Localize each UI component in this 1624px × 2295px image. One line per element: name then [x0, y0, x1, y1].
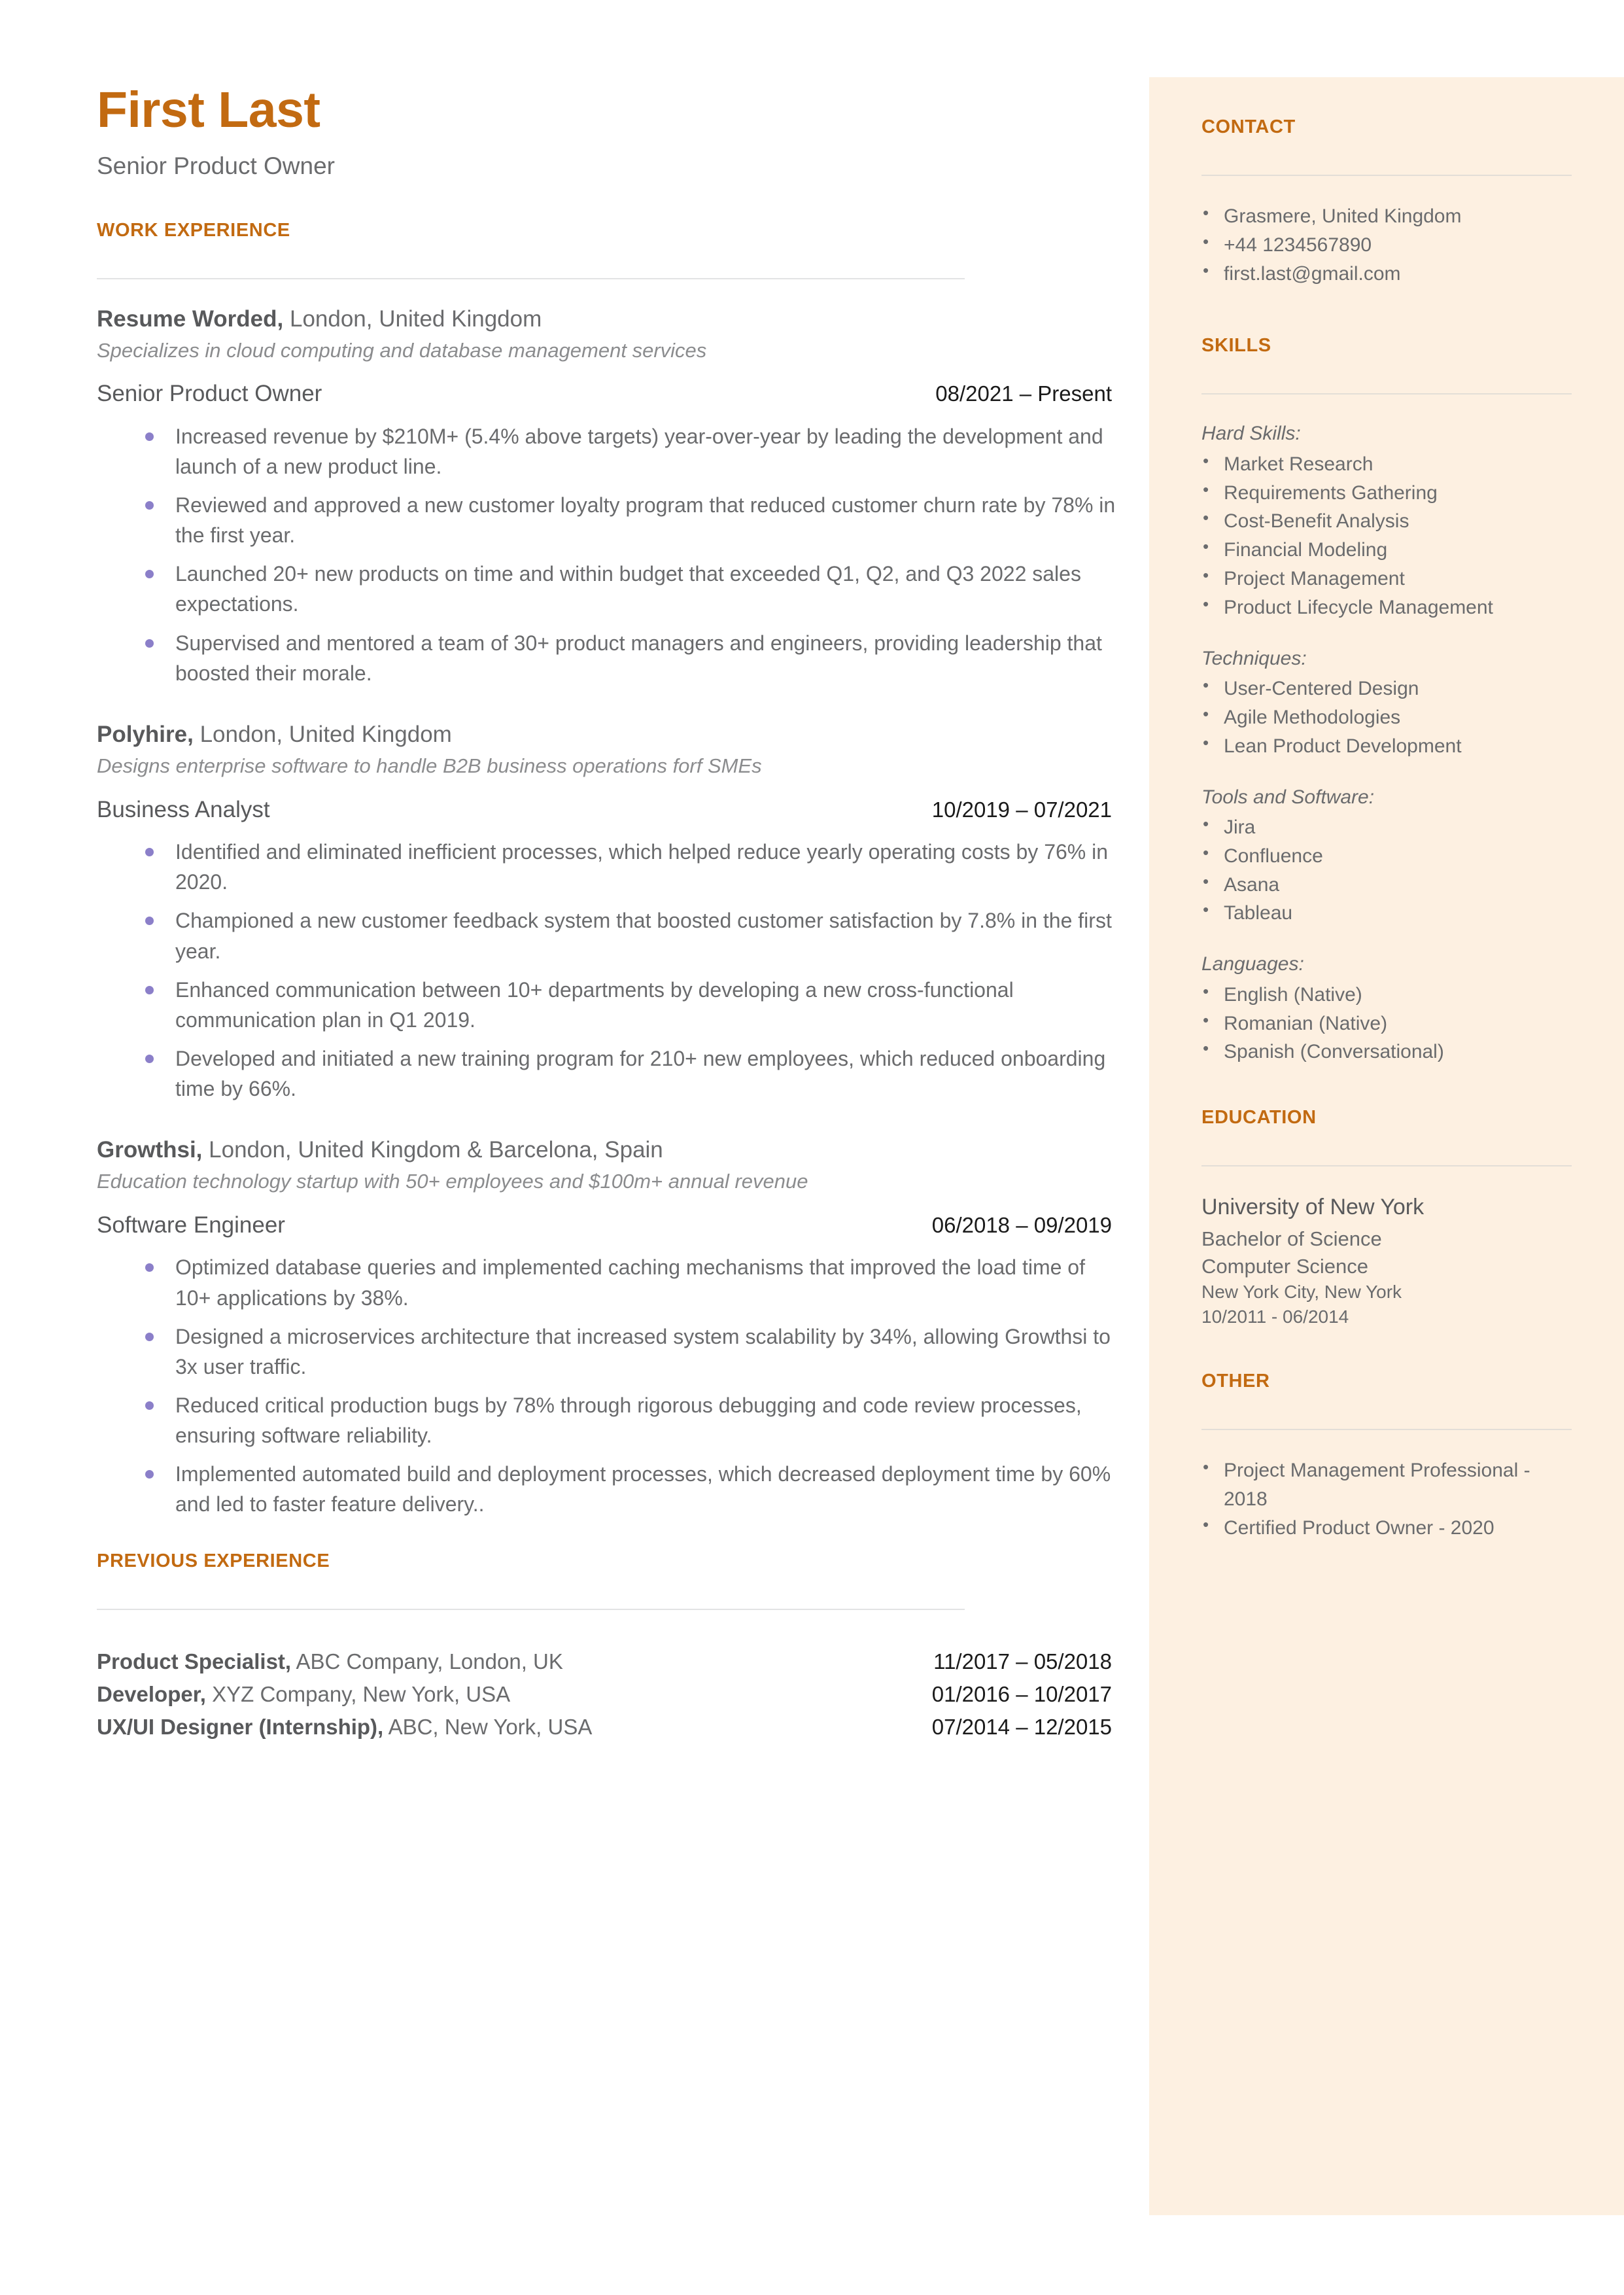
- contact-email[interactable]: • first.last@gmail.com: [1201, 260, 1572, 289]
- role-dates: 10/2019 – 07/2021: [931, 797, 1112, 822]
- job-bullet: Reduced critical production bugs by 78% through rigorous debugging and code review processes, ensuring software reliability.: [97, 1390, 1117, 1450]
- language-item: • Romanian (Native): [1201, 1009, 1572, 1038]
- section-heading-education: EDUCATION: [1201, 1107, 1317, 1129]
- previous-detail: ABC Company, London, UK: [291, 1649, 563, 1674]
- role-dates: 06/2018 – 09/2019: [931, 1212, 1112, 1237]
- skill-item: • Asana: [1201, 871, 1572, 900]
- job-entry: [97, 720, 1117, 824]
- divider-skills: [1201, 393, 1572, 394]
- skill-item: • Lean Product Development: [1201, 732, 1572, 761]
- role-title: Business Analyst: [97, 796, 270, 822]
- divider-work-experience: [97, 278, 965, 279]
- certification-item: • Project Management Professional - 2018: [1201, 1456, 1572, 1514]
- previous-experience-row: [97, 1645, 1117, 1678]
- job-bullet-list: [97, 1252, 1117, 1519]
- skill-item: • Project Management: [1201, 565, 1572, 593]
- job-entry: [97, 1135, 1117, 1240]
- previous-dates: 07/2014 – 12/2015: [931, 1715, 1112, 1740]
- role-dates: 08/2021 – Present: [935, 381, 1112, 406]
- previous-role: Developer,: [97, 1682, 206, 1707]
- role-row: [97, 796, 1117, 824]
- role-title: Senior Product Owner: [97, 381, 322, 407]
- divider-previous-experience: [97, 1609, 965, 1610]
- divider-contact: [1201, 175, 1572, 176]
- role-title: Software Engineer: [97, 1212, 285, 1238]
- skill-item: • Agile Methodologies: [1201, 703, 1572, 732]
- candidate-job-title: Senior Product Owner: [97, 152, 336, 179]
- company-name: Growthsi,: [97, 1136, 203, 1163]
- job-bullet: Reviewed and approved a new customer loyalty program that reduced customer churn rate by 78% in the first year.: [97, 490, 1117, 550]
- main-column: [97, 82, 1117, 1744]
- section-heading-work-experience: WORK EXPERIENCE: [97, 219, 290, 241]
- job-bullet: Increased revenue by $210M+ (5.4% above targets) year-over-year by leading the development and launch of a new product line.: [97, 421, 1117, 482]
- skill-item: • Requirements Gathering: [1201, 479, 1572, 508]
- education-entry: [1201, 1193, 1572, 1330]
- company-description: Education technology startup with 50+ employees and $100m+ annual revenue: [97, 1170, 808, 1193]
- previous-detail: XYZ Company, New York, USA: [205, 1682, 511, 1707]
- job-bullet: Developed and initiated a new training program for 210+ new employees, which reduced onboarding time by 66%.: [97, 1043, 1117, 1104]
- role-row: [97, 379, 1117, 408]
- skills-list-tools: [1201, 813, 1572, 928]
- skill-item: • Confluence: [1201, 842, 1572, 871]
- job-bullet-list: [97, 421, 1117, 688]
- company-location: London, United Kingdom: [199, 721, 452, 747]
- job-entry: [97, 304, 1117, 409]
- skill-item: • Cost-Benefit Analysis: [1201, 507, 1572, 536]
- section-heading-skills: SKILLS: [1201, 335, 1271, 357]
- skill-item: • User-Centered Design: [1201, 674, 1572, 703]
- previous-experience-row: [97, 1678, 1117, 1711]
- job-bullet: Identified and eliminated inefficient processes, which helped reduce yearly operating costs by 76% in 2020.: [97, 837, 1117, 897]
- previous-role: Product Specialist,: [97, 1649, 292, 1674]
- skills-group-label-techniques: Techniques:: [1201, 647, 1307, 669]
- previous-experience-title: [97, 1711, 592, 1743]
- spacer: [1201, 1090, 1572, 1107]
- company-description: Designs enterprise software to handle B2B business operations forf SMEs: [97, 754, 762, 778]
- contact-location: • Grasmere, United Kingdom: [1201, 202, 1572, 231]
- company-name: Polyhire,: [97, 721, 194, 747]
- job-bullet-list: [97, 837, 1117, 1104]
- skills-list-hard-skills: [1201, 450, 1572, 622]
- education-location: New York City, New York: [1201, 1281, 1402, 1302]
- education-degree: Bachelor of Science: [1201, 1227, 1382, 1251]
- skill-item: • Tableau: [1201, 899, 1572, 928]
- role-row: [97, 1211, 1117, 1240]
- job-bullet: Implemented automated build and deployment processes, which decreased deployment time by 60% and led to faster feature delivery..: [97, 1459, 1117, 1519]
- skill-item: • Jira: [1201, 813, 1572, 842]
- previous-experience-title: [97, 1645, 563, 1678]
- skill-item: • Product Lifecycle Management: [1201, 593, 1572, 622]
- job-bullet: Launched 20+ new products on time and within budget that exceeded Q1, Q2, and Q3 2022 sales expectations.: [97, 559, 1117, 619]
- skills-group-label-languages: Languages:: [1201, 953, 1304, 975]
- previous-experience-list: [97, 1645, 1117, 1743]
- company-name: Resume Worded,: [97, 306, 284, 332]
- education-field: Computer Science: [1201, 1254, 1369, 1278]
- language-item: • English (Native): [1201, 981, 1572, 1009]
- other-list: [1201, 1456, 1572, 1542]
- job-bullet: Championed a new customer feedback system that boosted customer satisfaction by 7.8% in the first year.: [97, 905, 1117, 966]
- previous-detail: ABC, New York, USA: [383, 1715, 593, 1740]
- education-school: University of New York: [1201, 1195, 1425, 1220]
- previous-role: UX/UI Designer (Internship),: [97, 1715, 384, 1740]
- company-line: [97, 1135, 1117, 1165]
- section-heading-previous-experience: PREVIOUS EXPERIENCE: [97, 1550, 330, 1572]
- company-line: [97, 304, 1117, 334]
- previous-dates: 11/2017 – 05/2018: [933, 1649, 1112, 1674]
- company-location: London, United Kingdom: [289, 306, 542, 332]
- language-item: • Spanish (Conversational): [1201, 1038, 1572, 1066]
- job-bullet: Supervised and mentored a team of 30+ product managers and engineers, providing leadership that boosted their morale.: [97, 628, 1117, 688]
- previous-dates: 01/2016 – 10/2017: [931, 1682, 1112, 1707]
- divider-education: [1201, 1165, 1572, 1166]
- skill-item: • Market Research: [1201, 450, 1572, 479]
- divider-other: [1201, 1429, 1572, 1430]
- company-description: Specializes in cloud computing and database management services: [97, 339, 707, 362]
- job-bullet: Optimized database queries and implemented caching mechanisms that improved the load time of 10+ applications by 38%.: [97, 1252, 1117, 1312]
- sidebar: [1149, 77, 1624, 2215]
- previous-experience-row: [97, 1711, 1117, 1743]
- company-line: [97, 720, 1117, 750]
- skills-group-label-hard-skills: Hard Skills:: [1201, 423, 1301, 445]
- certification-item: • Certified Product Owner - 2020: [1201, 1514, 1572, 1543]
- candidate-name: First Last: [97, 82, 320, 138]
- previous-experience-title: [97, 1678, 510, 1711]
- job-bullet: Designed a microservices architecture that increased system scalability by 34%, allowing Growthsi to 3x user traffic.: [97, 1322, 1117, 1382]
- education-dates: 10/2011 - 06/2014: [1201, 1306, 1349, 1327]
- section-heading-contact: CONTACT: [1201, 116, 1296, 137]
- contact-list: [1201, 202, 1572, 288]
- skills-list-techniques: [1201, 674, 1572, 760]
- skill-item: • Financial Modeling: [1201, 536, 1572, 565]
- skills-group-label-tools: Tools and Software:: [1201, 786, 1375, 808]
- skills-list-languages: [1201, 981, 1572, 1066]
- contact-phone[interactable]: • +44 1234567890: [1201, 231, 1572, 260]
- company-location: London, United Kingdom & Barcelona, Spain: [209, 1136, 663, 1163]
- section-heading-other: OTHER: [1201, 1371, 1270, 1392]
- job-bullet: Enhanced communication between 10+ departments by developing a new cross-functional communication plan in Q1 2019.: [97, 975, 1117, 1035]
